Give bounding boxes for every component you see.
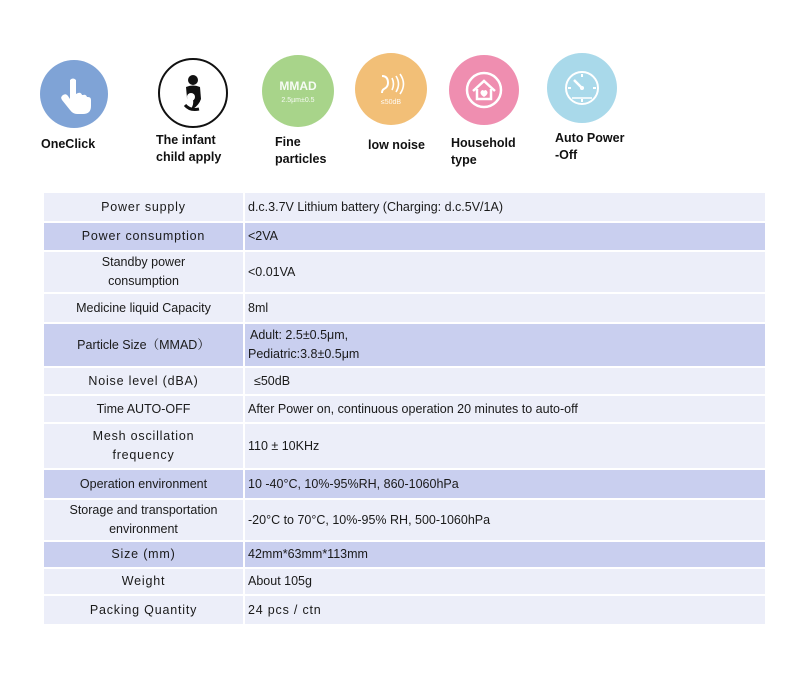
spec-value: -20°C to 70°C, 10%-95% RH, 500-1060hPa: [244, 499, 765, 541]
mmad-particles-icon: [262, 55, 334, 127]
spec-value-line-2: Pediatric:3.8±0.5μm: [248, 347, 360, 361]
spec-key: Weight: [44, 568, 244, 595]
feature-icons-row: [0, 0, 800, 180]
spec-key: Size (mm): [44, 541, 244, 568]
spec-key: Packing Quantity: [44, 595, 244, 625]
spec-row: [44, 541, 765, 568]
spec-key-line-1: Mesh oscillation: [92, 429, 195, 443]
feature-label-line-1: Fine: [275, 135, 301, 149]
spec-row: [44, 251, 765, 293]
spec-row: [44, 323, 765, 367]
spec-value-line-1: Adult: 2.5±0.5μm,: [250, 328, 349, 342]
feature-label: low noise: [368, 138, 425, 152]
icon-subtext: 2.5µm±0.5: [281, 96, 315, 104]
hand-pointer-icon: [40, 60, 108, 128]
spec-key-line-2: consumption: [108, 274, 179, 288]
spec-row: [44, 469, 765, 499]
spec-key: Operation environment: [44, 469, 244, 499]
spec-key-line-2: environment: [109, 522, 178, 536]
timer-icon: [547, 53, 617, 123]
spec-value: After Power on, continuous operation 20 minutes to auto-off: [244, 395, 765, 423]
specifications-table: [44, 193, 765, 626]
spec-row: [44, 595, 765, 625]
spec-key: Time AUTO-OFF: [44, 395, 244, 423]
icon-text: MMAD: [279, 78, 317, 93]
spec-value: ≤50dB: [244, 367, 765, 395]
feature-label-line-1: Household: [451, 136, 516, 150]
spec-row: [44, 222, 765, 251]
spec-key: [44, 423, 244, 469]
spec-row: [44, 293, 765, 323]
feature-label-line-1: Auto Power: [555, 131, 625, 145]
feature-label-line-1: The infant: [156, 133, 216, 147]
feature-label-line-2: -Off: [555, 148, 578, 162]
spec-value: About 105g: [244, 568, 765, 595]
spec-value: 8ml: [244, 293, 765, 323]
spec-value: <2VA: [244, 222, 765, 251]
spec-key-line-1: Standby power: [101, 255, 186, 269]
spec-key: Particle Size（MMAD）: [44, 323, 244, 367]
spec-value: <0.01VA: [244, 251, 765, 293]
spec-value: d.c.3.7V Lithium battery (Charging: d.c.5V/1A): [244, 193, 765, 222]
spec-row: [44, 423, 765, 469]
feature-label-line-2: particles: [275, 152, 327, 166]
spec-key: Power supply: [44, 193, 244, 222]
spec-value: [244, 323, 765, 367]
house-icon: [449, 55, 519, 125]
spec-value: 42mm*63mm*113mm: [244, 541, 765, 568]
feature-label-line-2: child apply: [156, 150, 222, 164]
spec-key-line-1: Storage and transportation: [69, 503, 218, 517]
feature-label: OneClick: [41, 137, 96, 151]
spec-row: [44, 499, 765, 541]
spec-key: Noise level (dBA): [44, 367, 244, 395]
spec-key: [44, 251, 244, 293]
mother-child-icon: [158, 58, 228, 128]
spec-key-line-2: frequency: [112, 448, 175, 462]
spec-key: Power consumption: [44, 222, 244, 251]
sound-wave-icon: [355, 53, 427, 125]
spec-row: [44, 568, 765, 595]
icon-subtext: ≤50dB: [380, 98, 402, 106]
spec-row: [44, 367, 765, 395]
spec-value: 10 -40°C, 10%-95%RH, 860-1060hPa: [244, 469, 765, 499]
spec-value: 110 ± 10KHz: [244, 423, 765, 469]
spec-key: [44, 499, 244, 541]
spec-row: [44, 395, 765, 423]
spec-value: 24 pcs / ctn: [244, 595, 765, 625]
spec-key: Medicine liquid Capacity: [44, 293, 244, 323]
spec-row: [44, 193, 765, 222]
feature-label-line-2: type: [451, 153, 477, 167]
